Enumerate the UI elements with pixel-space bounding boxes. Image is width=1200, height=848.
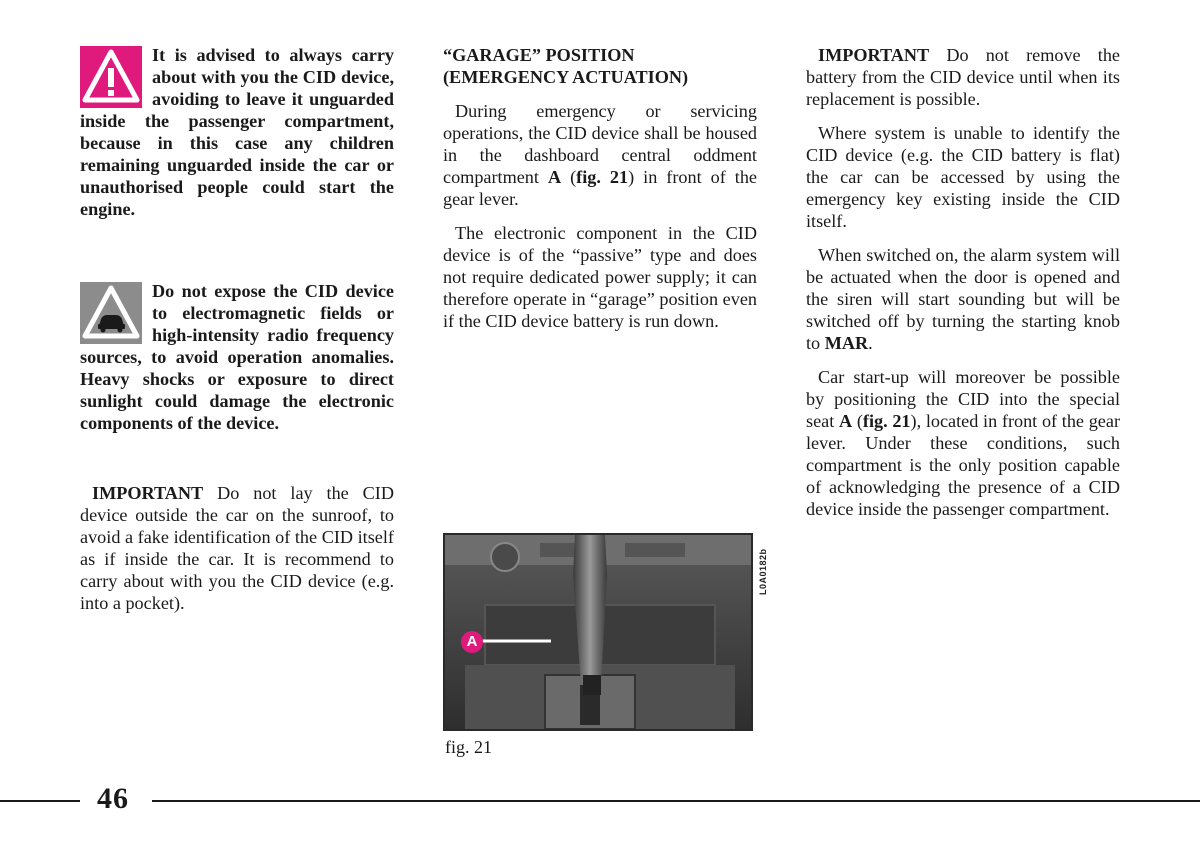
text-run: ( bbox=[852, 411, 863, 431]
paragraph-identify: Where system is unable to identify the CID device (e.g. the CID battery is flat) the car can be accessed by using the emergency key existing inside the CID itself. bbox=[806, 123, 1120, 231]
gear-lever-photo bbox=[443, 533, 753, 731]
heading-line-2: (EMERGENCY ACTUATION) bbox=[443, 67, 689, 87]
warning-block-children bbox=[80, 44, 394, 220]
fig-ref: fig. 21 bbox=[576, 167, 629, 187]
paragraph-emergency bbox=[443, 100, 757, 210]
important-note-battery bbox=[806, 44, 1120, 110]
text-run: ), located in front of the gear lever. Under these conditions, such compartment is the only position capable of acknowledging the presence of a CID device inside the passenger compartment. bbox=[806, 411, 1120, 519]
ref-a: A bbox=[838, 411, 853, 431]
footer-rule-right bbox=[152, 800, 1200, 802]
section-heading bbox=[443, 44, 757, 88]
important-label: IMPORTANT bbox=[818, 45, 930, 65]
gear-lever-illustration bbox=[445, 535, 751, 729]
text-run: . bbox=[868, 333, 873, 353]
figure-caption: fig. 21 bbox=[445, 737, 492, 757]
warning-text-children: It is advised to always carry about with you the CID device, avoiding to leave it unguarded inside the passenger compartment, because in this case any children remaining unguarded inside the car or unauthorised people could start the engine. bbox=[80, 45, 394, 219]
column-right bbox=[806, 44, 1120, 520]
important-text: Do not lay the CID device outside the car on the sunroof, to avoid a fake identification of the CID itself as if inside the car. It is recommend to carry about with you the CID device (e.g. into a pocket). bbox=[80, 483, 394, 613]
mar-ref: MAR bbox=[824, 333, 869, 353]
figure-code: L0A0182b bbox=[758, 548, 768, 595]
car-warning-triangle-icon bbox=[80, 282, 142, 344]
paragraph-passive: The electronic component in the CID device is of the “passive” type and does not require dedicated power supply; it can therefore operate in “garage” position even if the CID device battery is run down. bbox=[443, 223, 757, 331]
ref-a: A bbox=[547, 167, 562, 187]
paragraph-alarm bbox=[806, 244, 1120, 354]
paragraph-startup bbox=[806, 366, 1120, 520]
text-run: ( bbox=[561, 167, 577, 187]
text-run: Car start-up will moreover be possible by positioning the CID into the special seat bbox=[806, 367, 1120, 431]
important-text: Do not remove the battery from the CID device until when its replacement is possible. bbox=[806, 45, 1120, 109]
text-run: When switched on, the alarm system will be actuated when the door is opened and the siren will start sounding but will be switched off by turning the starting knob to bbox=[806, 245, 1120, 353]
warning-text-cid-exposure: Do not expose the CID device to electromagnetic fields or high-intensity radio frequency sources, to avoid operation anomalies. Heavy shocks or exposure to direct sunlight could damage the electronic components of the device. bbox=[80, 281, 394, 433]
warning-triangle-icon bbox=[80, 46, 142, 108]
column-middle bbox=[443, 44, 757, 332]
text-run: ) in front of the gear lever. bbox=[443, 167, 757, 209]
important-label: IMPORTANT bbox=[92, 483, 204, 503]
warning-block-cid-exposure bbox=[80, 280, 394, 434]
heading-line-1: “GARAGE” POSITION bbox=[443, 45, 635, 65]
footer-rule-left bbox=[0, 800, 80, 802]
fig-ref: fig. 21 bbox=[862, 411, 911, 431]
callout-a: A bbox=[461, 631, 483, 653]
page-number: 46 bbox=[97, 782, 129, 815]
important-note-sunroof bbox=[80, 482, 394, 614]
column-left bbox=[80, 44, 394, 614]
text-run: During emergency or servicing operations, the CID device shall be housed in the dashboard central oddment compartment bbox=[443, 101, 757, 187]
